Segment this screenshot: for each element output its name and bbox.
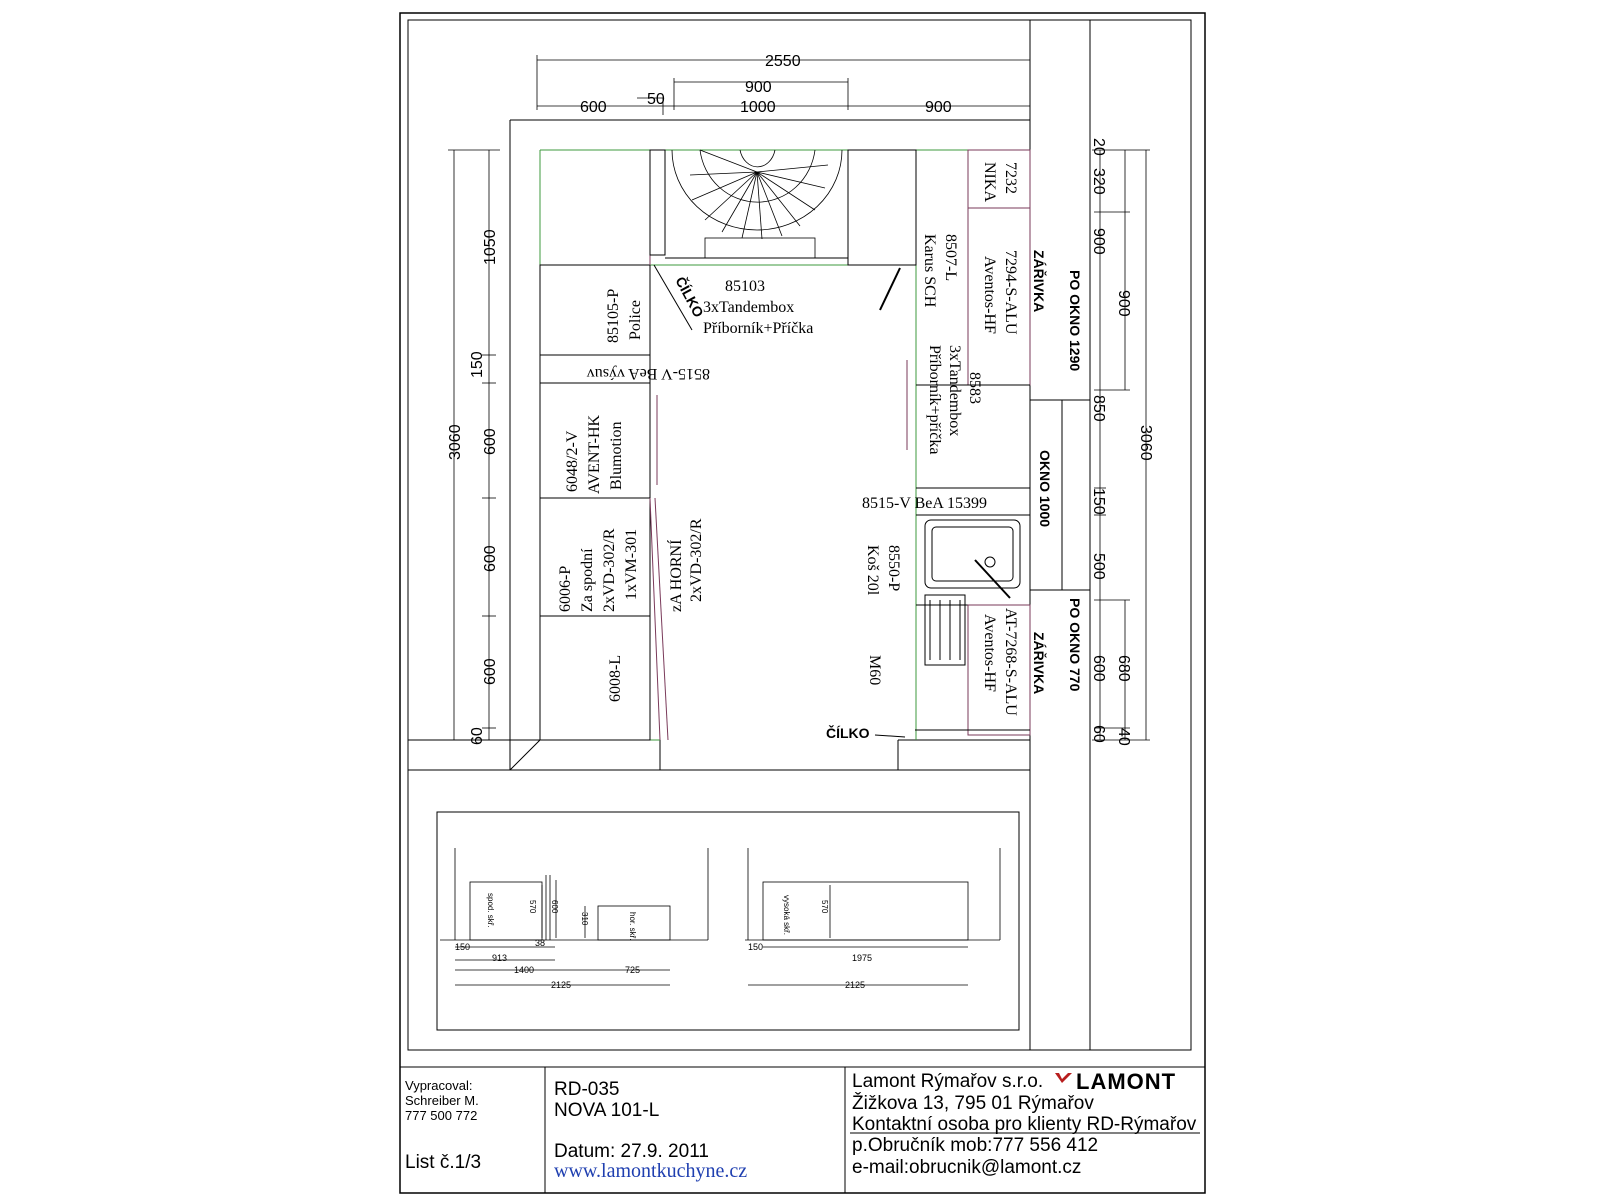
sheet-border	[400, 13, 1205, 1193]
company-name: Lamont Rýmařov s.r.o.	[852, 1071, 1044, 1092]
dim-top-900-upper: 900	[745, 79, 772, 96]
label-8583-code: 8583	[966, 372, 983, 404]
dim-top-1000: 1000	[740, 99, 776, 116]
right-section-150: 150	[748, 942, 764, 952]
label-6006-line4: 1xVM-301	[623, 528, 640, 600]
label-8515-right: 8515-V BeA 15399	[862, 495, 988, 512]
label-zarivka-bottom: ZÁŘIVKA	[1031, 632, 1047, 695]
dim-right-total: 3060	[1137, 425, 1154, 461]
section-views-box	[437, 812, 1019, 1030]
label-6006-line2: Za spodní	[579, 548, 596, 612]
prepared-by-name: Schreiber M.	[405, 1093, 479, 1108]
prepared-by-label: Vypracoval:	[405, 1078, 473, 1093]
left-section-spod: spod. skř.	[486, 893, 495, 928]
dim-right-850: 850	[1090, 395, 1107, 422]
label-cilko-bottom: ČÍLKO	[826, 725, 870, 741]
label-7268-name: Aventos-HF	[981, 614, 998, 692]
label-7232-code: 7232	[1002, 162, 1019, 194]
label-85103-code: 85103	[725, 278, 765, 295]
label-8583-line3: Příborník+příčka	[926, 345, 943, 455]
right-section-2125: 2125	[845, 980, 866, 990]
right-section-570: 570	[820, 900, 829, 914]
label-8583-line2: 3xTandembox	[946, 345, 963, 437]
company-address: Žižkova 13, 795 01 Rýmařov	[852, 1093, 1094, 1114]
spiral-stair-icon	[672, 150, 842, 258]
dim-left-total: 3060	[447, 424, 464, 460]
label-7268-code: AT-7268-S-ALU	[1002, 608, 1019, 716]
drawing-frame	[408, 20, 1191, 1050]
dim-left-600-c: 600	[482, 658, 499, 685]
label-6008-code: 6008-L	[607, 654, 624, 702]
date: Datum: 27.9. 2011	[554, 1141, 709, 1162]
left-cabinet-row	[540, 150, 668, 740]
left-section-310: 310	[580, 912, 589, 926]
lamont-logo-icon	[1055, 1073, 1072, 1083]
label-okno-1000: OKNO 1000	[1037, 450, 1053, 528]
label-8507-name: Karus SCH	[921, 234, 938, 308]
label-za-horni-1: zA HORNÍ	[668, 539, 685, 612]
label-6048-extra: Blumotion	[608, 421, 625, 490]
dim-right-150: 150	[1090, 488, 1107, 515]
dim-left-60: 60	[469, 727, 486, 745]
website-link[interactable]: www.lamontkuchyne.cz	[554, 1160, 748, 1182]
prepared-by-phone: 777 500 772	[405, 1108, 478, 1123]
sheet-number: List č.1/3	[405, 1152, 482, 1173]
label-po-okno-770: PO OKNO 770	[1067, 598, 1083, 692]
label-7294-code: 7294-S-ALU	[1002, 250, 1019, 335]
label-6006-line3: 2xVD-302/R	[601, 528, 618, 612]
label-7294-name: Aventos-HF	[981, 256, 998, 334]
dim-right-500: 500	[1090, 553, 1107, 580]
label-7232-name: NIKA	[981, 162, 998, 202]
label-8550-name: Koš 20l	[864, 545, 881, 596]
contact-email[interactable]: e-mail:obrucnik@lamont.cz	[852, 1157, 1082, 1178]
dim-left-600-a: 600	[482, 428, 499, 455]
dim-right-60: 60	[1090, 725, 1107, 743]
label-m60: M60	[866, 655, 883, 686]
label-6048-code: 6048/2-V	[564, 430, 581, 492]
contact-title: Kontaktní osoba pro klienty RD-Rýmařov	[852, 1114, 1197, 1135]
left-section-38: 38	[535, 938, 546, 948]
left-section-913: 913	[492, 953, 508, 963]
dim-left-1050: 1050	[482, 229, 499, 265]
top-cabinet-labels	[672, 273, 813, 337]
dim-top-total: 2550	[765, 53, 801, 70]
left-cabinet-labels	[557, 289, 710, 702]
label-8515-left: 8515-V BeA výsuv	[586, 365, 710, 382]
right-wall	[1030, 20, 1090, 1050]
label-cilko-top: ČÍLKO	[672, 273, 707, 320]
dim-top-50: 50	[647, 91, 665, 108]
left-section-hor: hor. skř.	[628, 912, 637, 941]
dim-right-680: 680	[1115, 655, 1132, 682]
dim-top-600: 600	[580, 99, 607, 116]
project-name: NOVA 101-L	[554, 1100, 660, 1121]
label-85105-name: Police	[627, 300, 644, 340]
left-section-725: 725	[625, 965, 641, 975]
dim-left-150: 150	[469, 351, 486, 378]
dim-right-600: 600	[1090, 655, 1107, 682]
label-85103-line3: Příborník+Příčka	[703, 320, 814, 337]
left-section-1400: 1400	[514, 965, 535, 975]
dim-right-20: 20	[1090, 138, 1107, 156]
left-section-600: 600	[550, 900, 559, 914]
right-section-1975: 1975	[852, 953, 873, 963]
label-8550-code: 8550-P	[885, 545, 902, 592]
dim-right-900-a: 900	[1090, 228, 1107, 255]
dim-left-600-b: 600	[482, 545, 499, 572]
project-code: RD-035	[554, 1079, 620, 1100]
left-section-570: 570	[528, 900, 537, 914]
left-section-2125: 2125	[551, 980, 572, 990]
dim-right-900-b: 900	[1115, 290, 1132, 317]
contact-phone: p.Obručník mob:777 556 412	[852, 1135, 1099, 1156]
dim-right-320: 320	[1090, 168, 1107, 195]
left-section-view	[440, 848, 708, 985]
wall-labels	[1031, 250, 1083, 694]
label-8507-code: 8507-L	[942, 234, 959, 282]
dim-right-40: 40	[1115, 728, 1132, 746]
right-cabinet-labels	[826, 162, 1019, 741]
dim-top-900-right: 900	[925, 99, 952, 116]
label-za-horni-2: 2xVD-302/R	[688, 518, 705, 602]
company-logo: LAMONT	[1076, 1069, 1177, 1094]
right-section-vysoka: vysoká skř.	[782, 895, 791, 936]
label-6006-code: 6006-P	[557, 565, 574, 612]
label-85103-line2: 3xTandembox	[703, 299, 795, 316]
label-6048-name: AVENT-HK	[586, 414, 603, 494]
label-po-okno-1290: PO OKNO 1290	[1067, 270, 1083, 372]
label-85105-code: 85105-P	[605, 288, 622, 343]
left-section-150: 150	[455, 942, 471, 952]
label-zarivka-top: ZÁŘIVKA	[1031, 250, 1047, 313]
